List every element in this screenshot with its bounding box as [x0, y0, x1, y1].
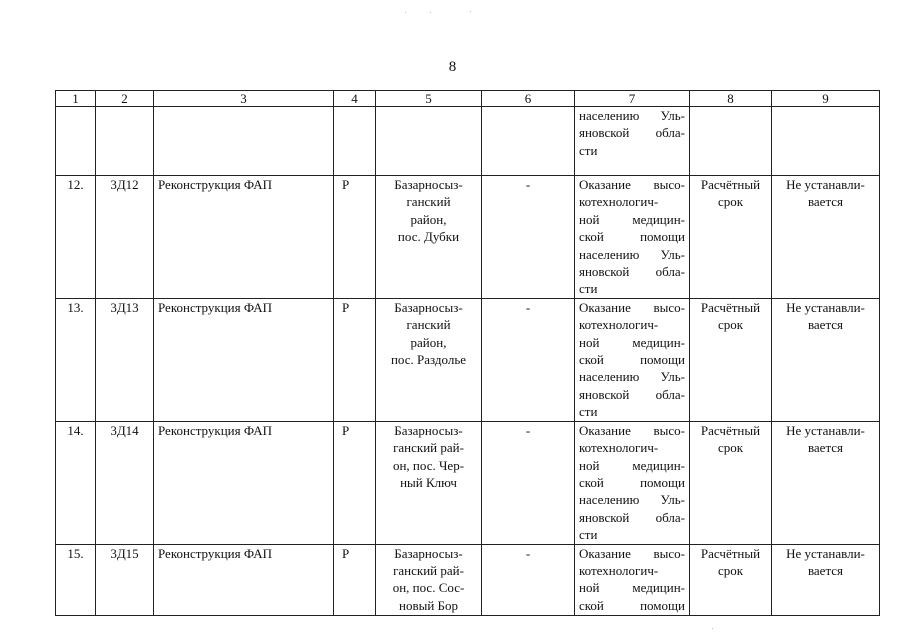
column-number: 8	[690, 91, 772, 107]
purpose-cell	[575, 298, 690, 421]
purpose-line: Оказание высо-	[579, 422, 685, 438]
object-code: 3Д13	[96, 298, 154, 421]
column-6-value: -	[482, 544, 575, 615]
purpose-line: ской помощи	[579, 352, 685, 368]
purpose-line: Оказание высо-	[579, 299, 685, 315]
term-line: Расчётный	[700, 545, 761, 561]
scan-speck	[470, 11, 471, 12]
location-line: ганский рай-	[393, 440, 464, 456]
purpose-line: населению Уль-	[579, 108, 685, 123]
location-cell	[376, 176, 482, 299]
location-line: ный Ключ	[400, 474, 457, 490]
zone-line: вается	[807, 562, 844, 578]
purpose-line: населению Уль-	[579, 492, 685, 508]
location-line: Базарносыз-	[394, 545, 463, 561]
zone-line: Не устанавли-	[786, 177, 865, 192]
zone-line: Не устанавли-	[786, 299, 865, 315]
column-number: 4	[334, 91, 376, 107]
location-line: ганский рай-	[393, 562, 464, 578]
row-number: 12.	[56, 176, 96, 299]
zone-cell	[772, 421, 880, 544]
term-cell	[690, 544, 772, 615]
column-6-value: -	[482, 298, 575, 421]
term-cell	[690, 421, 772, 544]
object-code: 3Д12	[96, 176, 154, 299]
purpose-line: ской помощи	[579, 474, 685, 490]
term-line: срок	[717, 562, 744, 578]
location-line: он, пос. Сос-	[392, 580, 465, 596]
zone-cell	[772, 298, 880, 421]
purpose-line: яновской обла-	[579, 264, 685, 280]
zone-line: вается	[807, 317, 844, 333]
purpose-line: Оказание высо-	[579, 177, 685, 192]
object-type: Р	[334, 544, 376, 615]
row-number: 15.	[56, 544, 96, 615]
location-cell	[376, 544, 482, 615]
purpose-line: населению Уль-	[579, 246, 685, 262]
page-number: 8	[448, 59, 457, 75]
location-line: ганский	[406, 317, 451, 333]
zone-line: Не устанавли-	[786, 422, 865, 438]
zone-line: вается	[807, 440, 844, 456]
column-number: 5	[376, 91, 482, 107]
column-number: 2	[96, 91, 154, 107]
purpose-line: сти	[579, 281, 598, 297]
zone-line: Не устанавли-	[786, 545, 865, 561]
object-name: Реконструкция ФАП	[154, 298, 334, 421]
location-line: Базарносыз-	[394, 299, 463, 315]
term-line: Расчётный	[700, 422, 761, 438]
object-code: 3Д15	[96, 544, 154, 615]
object-code: 3Д14	[96, 421, 154, 544]
purpose-line: ной медицин-	[579, 211, 685, 227]
column-6-value: -	[482, 176, 575, 299]
purpose-cell	[575, 421, 690, 544]
table-row	[56, 421, 880, 544]
location-line: пос. Дубки	[397, 229, 460, 245]
purpose-line: сти	[579, 404, 598, 420]
purpose-line: ской помощи	[579, 229, 685, 245]
purpose-line: ной медицин-	[579, 334, 685, 350]
term-line: Расчётный	[700, 299, 761, 315]
row-number: 14.	[56, 421, 96, 544]
purpose-line: котехнологич-	[579, 440, 659, 456]
purpose-line: котехнологич-	[579, 562, 659, 578]
purpose-cell	[575, 176, 690, 299]
zone-line: вается	[807, 194, 844, 210]
row-number: 13.	[56, 298, 96, 421]
purpose-line: населению Уль-	[579, 369, 685, 385]
object-type: Р	[334, 421, 376, 544]
table-row	[56, 298, 880, 421]
column-6-value: -	[482, 421, 575, 544]
purpose-line: яновской обла-	[579, 509, 685, 525]
table-row	[56, 176, 880, 299]
purpose-line: яновской обла-	[579, 386, 685, 402]
table-row-continuation	[56, 107, 880, 176]
purpose-line: сти	[579, 527, 598, 543]
location-line: Базарносыз-	[394, 422, 463, 438]
location-line: район,	[410, 334, 447, 350]
location-line: новый Бор	[398, 597, 458, 613]
purpose-line: яновской обла-	[579, 125, 685, 141]
location-line: Базарносыз-	[394, 177, 463, 192]
objects-table	[55, 90, 880, 616]
location-cell	[376, 421, 482, 544]
purpose-line: ной медицин-	[579, 457, 685, 473]
term-cell	[690, 298, 772, 421]
scan-speck	[430, 12, 431, 13]
column-number: 3	[154, 91, 334, 107]
column-number: 9	[772, 91, 880, 107]
purpose-line: котехнологич-	[579, 317, 659, 333]
scan-speck	[405, 12, 406, 13]
location-line: ганский	[406, 194, 451, 210]
column-number-row	[56, 91, 880, 107]
term-cell	[690, 176, 772, 299]
purpose-line: Оказание высо-	[579, 545, 685, 561]
column-number: 7	[575, 91, 690, 107]
purpose-line: ной медицин-	[579, 580, 685, 596]
purpose-line: сти	[579, 142, 598, 158]
purpose-line: ской помощи	[579, 597, 685, 613]
column-number: 6	[482, 91, 575, 107]
object-name: Реконструкция ФАП	[154, 421, 334, 544]
location-cell	[376, 298, 482, 421]
table-row	[56, 544, 880, 615]
term-line: срок	[717, 317, 744, 333]
object-name: Реконструкция ФАП	[154, 544, 334, 615]
zone-cell	[772, 544, 880, 615]
purpose-line: котехнологич-	[579, 194, 659, 210]
term-line: срок	[717, 194, 744, 210]
object-name: Реконструкция ФАП	[154, 176, 334, 299]
purpose-cell	[575, 107, 690, 176]
column-number: 1	[56, 91, 96, 107]
purpose-cell	[575, 544, 690, 615]
zone-cell	[772, 176, 880, 299]
term-line: Расчётный	[700, 177, 761, 192]
location-line: он, пос. Чер-	[392, 457, 465, 473]
term-line: срок	[717, 440, 744, 456]
location-line: пос. Раздолье	[390, 352, 467, 368]
scan-speck	[712, 628, 713, 629]
object-type: Р	[334, 298, 376, 421]
object-type: Р	[334, 176, 376, 299]
location-line: район,	[410, 211, 447, 227]
